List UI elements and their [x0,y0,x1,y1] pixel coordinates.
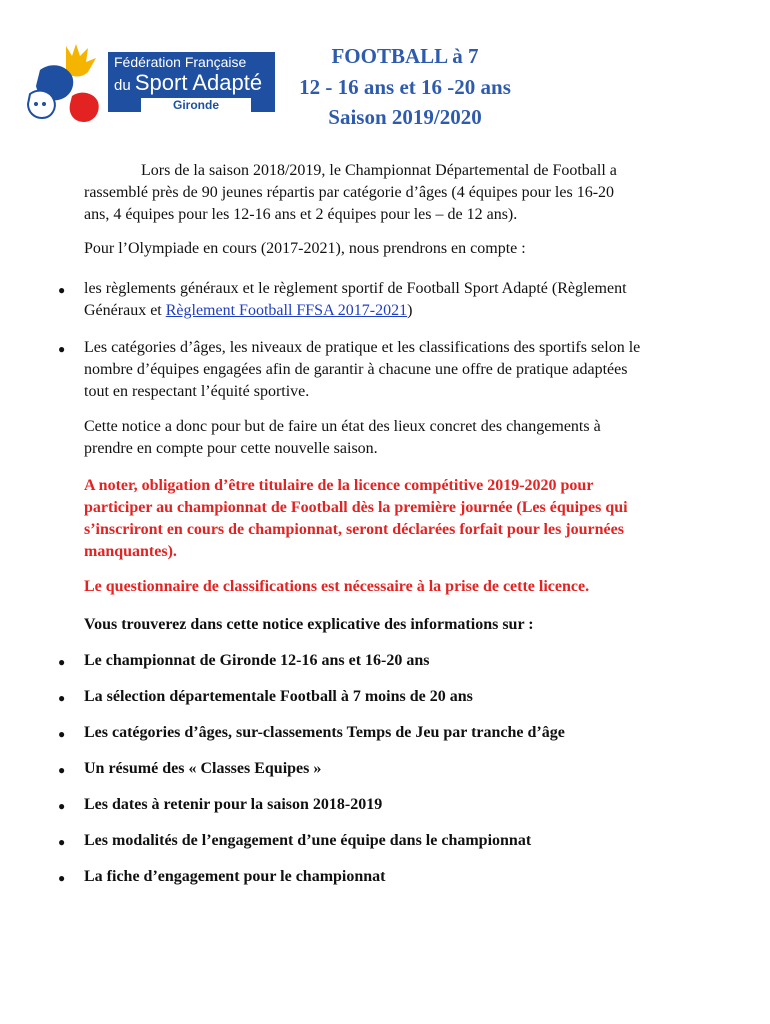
intro-line-2: rassemblé près de 90 jeunes répartis par catégorie d’âges (4 équipes pour les 16-20 [84,184,615,201]
questionnaire-note: Le questionnaire de classifications est nécessaire à la prise de cette licence. [84,578,590,595]
notice-line-1: Cette notice a donc pour but de faire un état des lieux concret des changements à [84,418,601,435]
summary-item: Un résumé des « Classes Equipes » [84,760,322,777]
summary-item: Les dates à retenir pour la saison 2018-2019 [84,796,383,813]
categories-line-3: tout en respectant l’équité sportive. [84,383,310,400]
rules-link[interactable]: Règlement Football FFSA 2017-2021 [165,302,408,319]
bullet-icon: ● [58,342,66,356]
summary-item: Le championnat de Gironde 12-16 ans et 16-20 ans [84,652,430,669]
warning-line-1: A noter, obligation d’être titulaire de la licence compétitive 2019-2020 pour [84,477,594,494]
rules-line-2 [84,300,724,322]
categories-line-2: nombre d’équipes engagées afin de garantir à chacune une offre de pratique adaptées [84,361,628,378]
summary-item: La sélection départementale Football à 7 moins de 20 ans [84,688,473,705]
logo-text-prefix: du [114,77,135,94]
page-title: FOOTBALL à 7 [331,44,479,68]
intro-line-3: ans, 4 équipes pour les 12-16 ans et 2 équipes pour les – de 12 ans). [84,206,518,223]
intro-line-1: Lors de la saison 2018/2019, le Championnat Départemental de Football a [141,162,617,179]
summary-item: La fiche d’engagement pour le championnat [84,868,386,885]
rules-line-1: les règlements généraux et le règlement sportif de Football Sport Adapté (Règlement [84,280,627,297]
bullet-icon: ● [58,283,66,297]
bullet-icon: ● [58,871,66,885]
page-subtitle-ages: 12 - 16 ans et 16 -20 ans [299,75,511,99]
warning-line-4: manquantes). [84,543,177,560]
bullet-icon: ● [58,691,66,705]
summary-item: Les catégories d’âges, sur-classements Temps de Jeu par tranche d’âge [84,724,565,741]
notice-line-2: prendre en compte pour cette nouvelle saison. [84,440,378,457]
logo-text-line1: Fédération Française [114,54,247,70]
page-subtitle-season: Saison 2019/2020 [328,105,482,129]
bullet-icon: ● [58,727,66,741]
ffsa-gironde-logo [26,42,263,124]
bullet-icon: ● [58,835,66,849]
rules-line-2-suffix: ) [407,302,413,319]
logo-text-big: Sport Adapté [134,70,263,95]
bullet-icon: ● [58,763,66,777]
warning-line-2: participer au championnat de Football dès la première journée (Les équipes qui [84,499,628,516]
olympiade-text: Pour l’Olympiade en cours (2017-2021), nous prendrons en compte : [84,240,526,257]
logo-text-line2 [114,70,262,96]
logo-hands-icon [26,42,116,124]
logo-sub-label: Gironde [141,98,251,112]
summary-item: Les modalités de l’engagement d’une équipe dans le championnat [84,832,532,849]
bullet-icon: ● [58,655,66,669]
warning-line-3: s’inscriront en cours de championnat, seront déclarées forfait pour les journées [84,521,624,538]
rules-line-2-prefix: Généraux et [84,302,166,319]
summary-intro: Vous trouverez dans cette notice explicative des informations sur : [84,616,534,633]
categories-line-1: Les catégories d’âges, les niveaux de pratique et les classifications des sportifs selon le [84,339,641,356]
bullet-icon: ● [58,799,66,813]
